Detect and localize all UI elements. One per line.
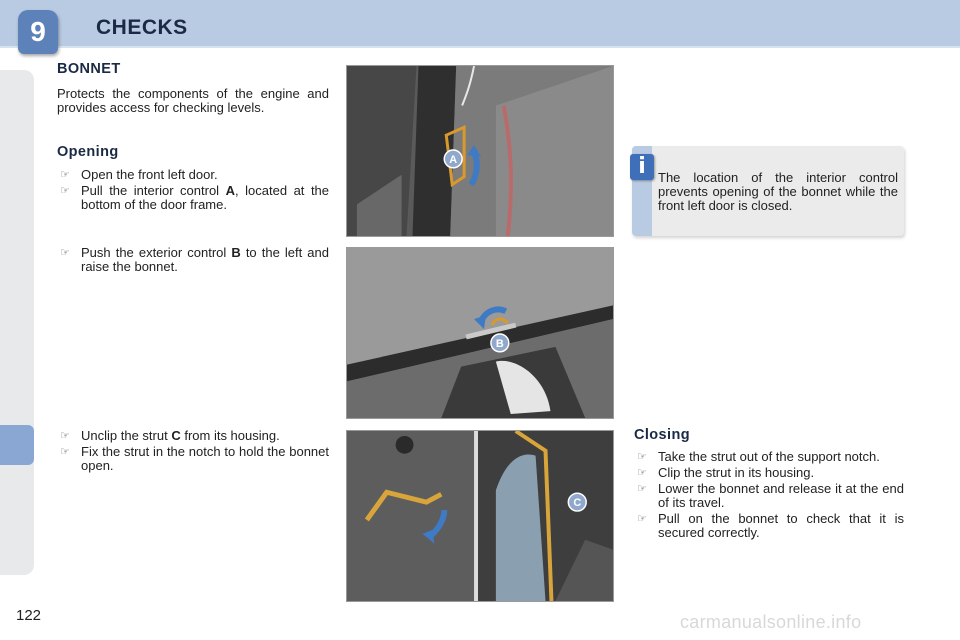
control-reference-letter: B [231, 245, 241, 260]
photo-bonnet-strut [346, 430, 614, 602]
step-item [57, 246, 329, 274]
step-text: Pull on the bonnet to check that it is secured correctly. [658, 511, 904, 540]
photo-interior-control [346, 65, 614, 237]
subheading-closing: Closing [634, 427, 690, 443]
step-text: from its housing. [180, 428, 280, 443]
step-item [634, 482, 904, 510]
opening-steps-c [57, 429, 329, 473]
pointing-hand-bullet-icon: ☞ [60, 185, 70, 197]
bonnet-intro-text: Protects the components of the engine and provides access for checking levels. [57, 86, 329, 115]
watermark: carmanualsonline.info [680, 612, 862, 632]
step-item [57, 429, 329, 443]
opening-steps-a [57, 168, 329, 212]
subheading-opening: Opening [57, 144, 119, 160]
pointing-hand-bullet-icon: ☞ [60, 169, 70, 181]
pointing-hand-bullet-icon: ☞ [637, 483, 647, 495]
step-text: , located at the bottom of the door frame. [81, 183, 330, 212]
step-item [57, 184, 329, 212]
step-item [57, 168, 329, 182]
page-title: CHECKS [96, 16, 188, 39]
step-text: Lower the bonnet and release it at the end of its travel. [658, 481, 904, 510]
step-text: Fix the strut in the notch to hold the bonnet open. [81, 444, 329, 473]
photo-label-c: C [573, 497, 582, 510]
step-text: Take the strut out of the support notch. [658, 449, 880, 464]
chapter-side-rail [0, 70, 34, 575]
step-text: Pull the interior control [81, 183, 226, 198]
section-heading-bonnet: BONNET [57, 61, 121, 77]
step-item [634, 512, 904, 540]
opening-section [57, 145, 329, 214]
pointing-hand-bullet-icon: ☞ [60, 247, 70, 259]
page-number: 122 [16, 607, 42, 624]
opening-steps-c-block [57, 429, 329, 475]
pointing-hand-bullet-icon: ☞ [60, 430, 70, 442]
photo-label-b: B [495, 337, 504, 350]
info-icon: i [630, 154, 654, 180]
pointing-hand-bullet-icon: ☞ [60, 446, 70, 458]
header-divider [0, 46, 960, 48]
pointing-hand-bullet-icon: ☞ [637, 467, 647, 479]
opening-steps-b [57, 246, 329, 274]
step-item [57, 445, 329, 473]
step-item [634, 466, 904, 480]
step-text: Push the exterior control [81, 245, 232, 260]
bonnet-section [57, 62, 329, 115]
photo-exterior-control [346, 247, 614, 419]
chapter-side-rail-marker [0, 425, 34, 465]
chapter-number-tab: 9 [18, 10, 58, 54]
pointing-hand-bullet-icon: ☞ [637, 513, 647, 525]
closing-steps [634, 450, 904, 540]
step-text: to the left and raise the bonnet. [81, 245, 329, 274]
control-reference-letter: C [171, 428, 181, 443]
control-reference-letter: A [225, 183, 235, 198]
closing-section [634, 428, 904, 542]
step-text: Clip the strut in its housing. [658, 465, 815, 480]
pointing-hand-bullet-icon: ☞ [637, 451, 647, 463]
opening-steps-b-block [57, 246, 329, 276]
step-text: Unclip the strut [81, 428, 172, 443]
info-note-text: The location of the interior control prevents opening of the bonnet while the front left door is closed. [658, 170, 898, 213]
photo-label-a: A [449, 153, 458, 166]
info-note-box [632, 146, 904, 236]
step-text: Open the front left door. [81, 167, 218, 182]
step-item [634, 450, 904, 464]
